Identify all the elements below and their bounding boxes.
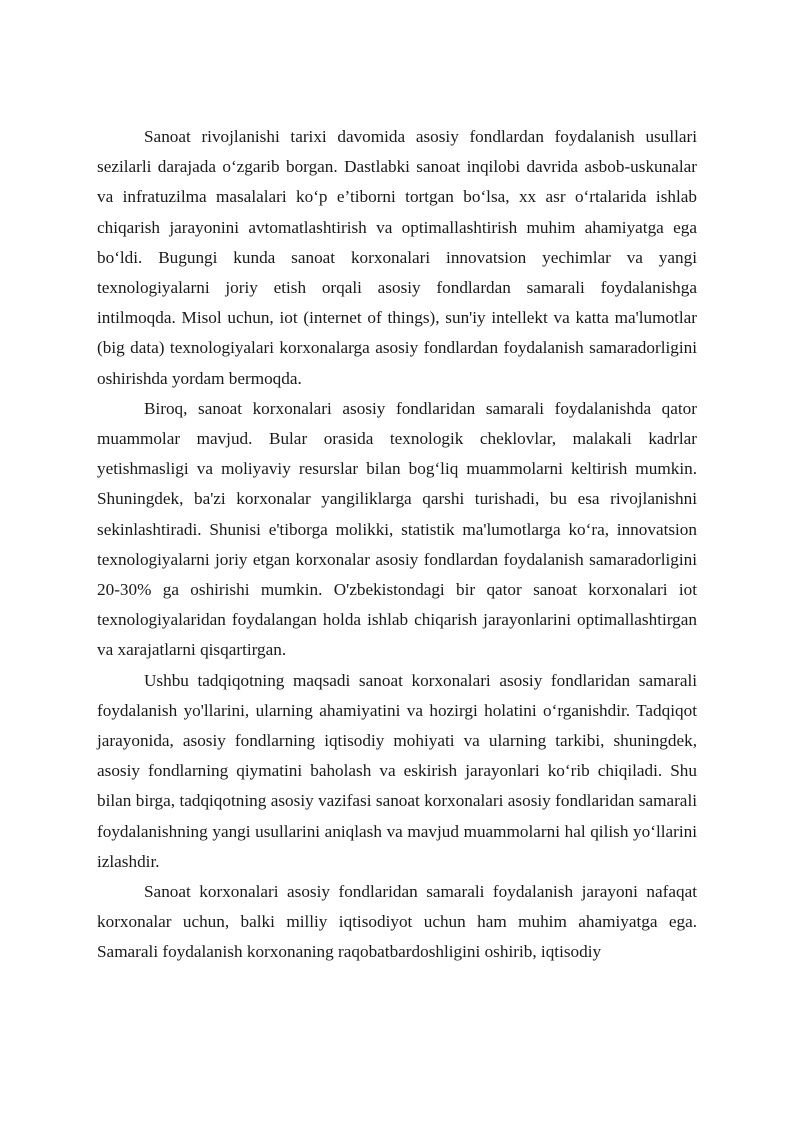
body-text xyxy=(97,122,697,968)
paragraph-2: Biroq, sanoat korxonalari asosiy fondlaridan samarali foydalanishda qator muammolar mavjud. Bular orasida texnologik cheklovlar, malakali kadrlar yetishmasligi va moliyaviy resurslar bilan bog‘liq muammolarni keltirish mumkin. Shuningdek, ba'zi korxonalar yangiliklarga qarshi turishadi, bu esa rivojlanishni sekinlashtiradi. Shunisi e'tiborga molikki, statistik ma'lumotlarga ko‘ra, innovatsion texnologiyalarni joriy etgan korxonalar asosiy fondlardan foydalanish samaradorligini 20-30% ga oshirishi mumkin. O'zbekistondagi bir qator sanoat korxonalari iot texnologiyalaridan foydalangan holda ishlab chiqarish jarayonlarini optimallashtirgan va xarajatlarni qisqartirgan. xyxy=(97,398,697,660)
paragraph-3: Ushbu tadqiqotning maqsadi sanoat korxonalari asosiy fondlaridan samarali foydalanish yo'llarini, ularning ahamiyatini va hozirgi holatini o‘rganishdir. Tadqiqot jarayonida, asosiy fondlarning iqtisodiy mohiyati va ularning tarkibi, shuningdek, asosiy fondlarning qiymatini baholash va eskirish jarayonlari ko‘rib chiqiladi. Shu bilan birga, tadqiqotning asosiy vazifasi sanoat korxonalari asosiy fondlaridan samarali foydalanishning yangi usullarini aniqlash va mavjud muammolarni hal qilish yo‘llarini izlashdir. xyxy=(97,670,697,871)
paragraph-4: Sanoat korxonalari asosiy fondlaridan samarali foydalanish jarayoni nafaqat korxonalar uchun, balki milliy iqtisodiyot uchun ham muhim ahamiyatga ega. Samarali foydalanish korxonaning raqobatbardoshligini oshirib, iqtisodiy xyxy=(97,882,697,962)
paragraph-1: Sanoat rivojlanishi tarixi davomida asosiy fondlardan foydalanish usullari sezilarli darajada o‘zgarib borgan. Dastlabki sanoat inqilobi davrida asbob-uskunalar va infratuzilma masalalari ko‘p e’tiborni tortgan bo‘lsa, xx asr o‘rtalarida ishlab chiqarish jarayonini avtomatlashtirish va optimallashtirish muhim ahamiyatga ega bo‘ldi. Bugungi kunda sanoat korxonalari innovatsion yechimlar va yangi texnologiyalarni joriy etish orqali asosiy fondlardan samarali foydalanishga intilmoqda. Misol uchun, iot (internet of things), sun'iy intellekt va katta ma'lumotlar (big data) texnologiyalari korxonalarga asosiy fondlardan foydalanish samaradorligini oshirishda yordam bermoqda. xyxy=(97,127,697,388)
